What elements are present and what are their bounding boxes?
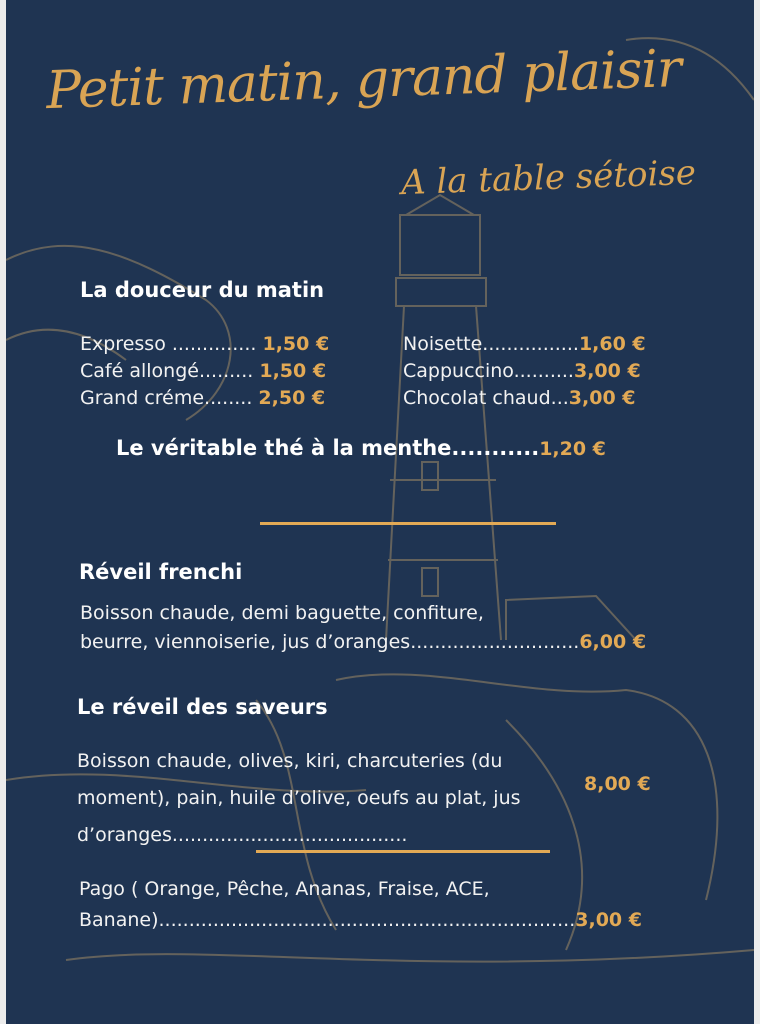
item-name: Grand créme........ <box>80 387 253 409</box>
description-line: Boisson chaude, olives, kiri, charcuteries (du <box>77 750 503 772</box>
item-name: Cappuccino.......... <box>403 360 574 382</box>
menu-item <box>80 358 326 385</box>
item-description <box>80 629 646 656</box>
menu-item <box>403 358 641 385</box>
item-name: Le véritable thé à la menthe........... <box>116 436 540 460</box>
divider <box>256 850 550 853</box>
menu-item <box>403 331 646 358</box>
item-name: Chocolat chaud... <box>403 387 569 409</box>
item-name: Expresso .............. <box>80 333 257 355</box>
description-line: Pago ( Orange, Pêche, Ananas, Fraise, ACE, <box>79 878 490 900</box>
item-price: 2,50 € <box>258 387 326 409</box>
item-description <box>77 743 521 854</box>
item-price: 1,50 € <box>262 333 330 355</box>
item-price: 6,00 € <box>579 631 647 653</box>
item-name: Banane)..................................................................... <box>79 909 576 931</box>
item-name: Café allongé......... <box>80 360 254 382</box>
menu-item <box>80 385 325 412</box>
divider <box>260 522 556 525</box>
section-heading-douceur: La douceur du matin <box>80 278 325 302</box>
menu-page <box>6 0 754 1024</box>
item-price: 3,00 € <box>568 387 636 409</box>
description-line: moment), pain, huile d’olive, oeufs au plat, jus <box>77 787 521 809</box>
menu-subtitle: A la table sétoise <box>400 152 697 204</box>
lighthouse-illustration <box>6 0 754 1024</box>
item-price: 1,50 € <box>259 360 327 382</box>
item-price: 8,00 € <box>584 773 651 795</box>
item-price: 3,00 € <box>573 360 641 382</box>
item-name: beurre, viennoiserie, jus d’oranges............................ <box>80 631 580 653</box>
menu-item <box>403 385 636 412</box>
item-description: Boisson chaude, demi baguette, confiture, <box>80 602 484 624</box>
item-description <box>79 874 642 936</box>
section-heading-saveurs: Le réveil des saveurs <box>77 695 328 719</box>
menu-item <box>80 331 329 358</box>
section-heading-frenchi: Réveil frenchi <box>79 560 243 584</box>
menu-title: Petit matin, grand plaisir <box>45 38 682 122</box>
item-price: 1,20 € <box>539 438 606 460</box>
item-name: Noisette................ <box>403 333 579 355</box>
item-price: 1,60 € <box>578 333 646 355</box>
item-price: 3,00 € <box>575 909 642 931</box>
menu-item-the <box>116 436 606 460</box>
description-line: d’oranges....................................... <box>77 824 408 846</box>
